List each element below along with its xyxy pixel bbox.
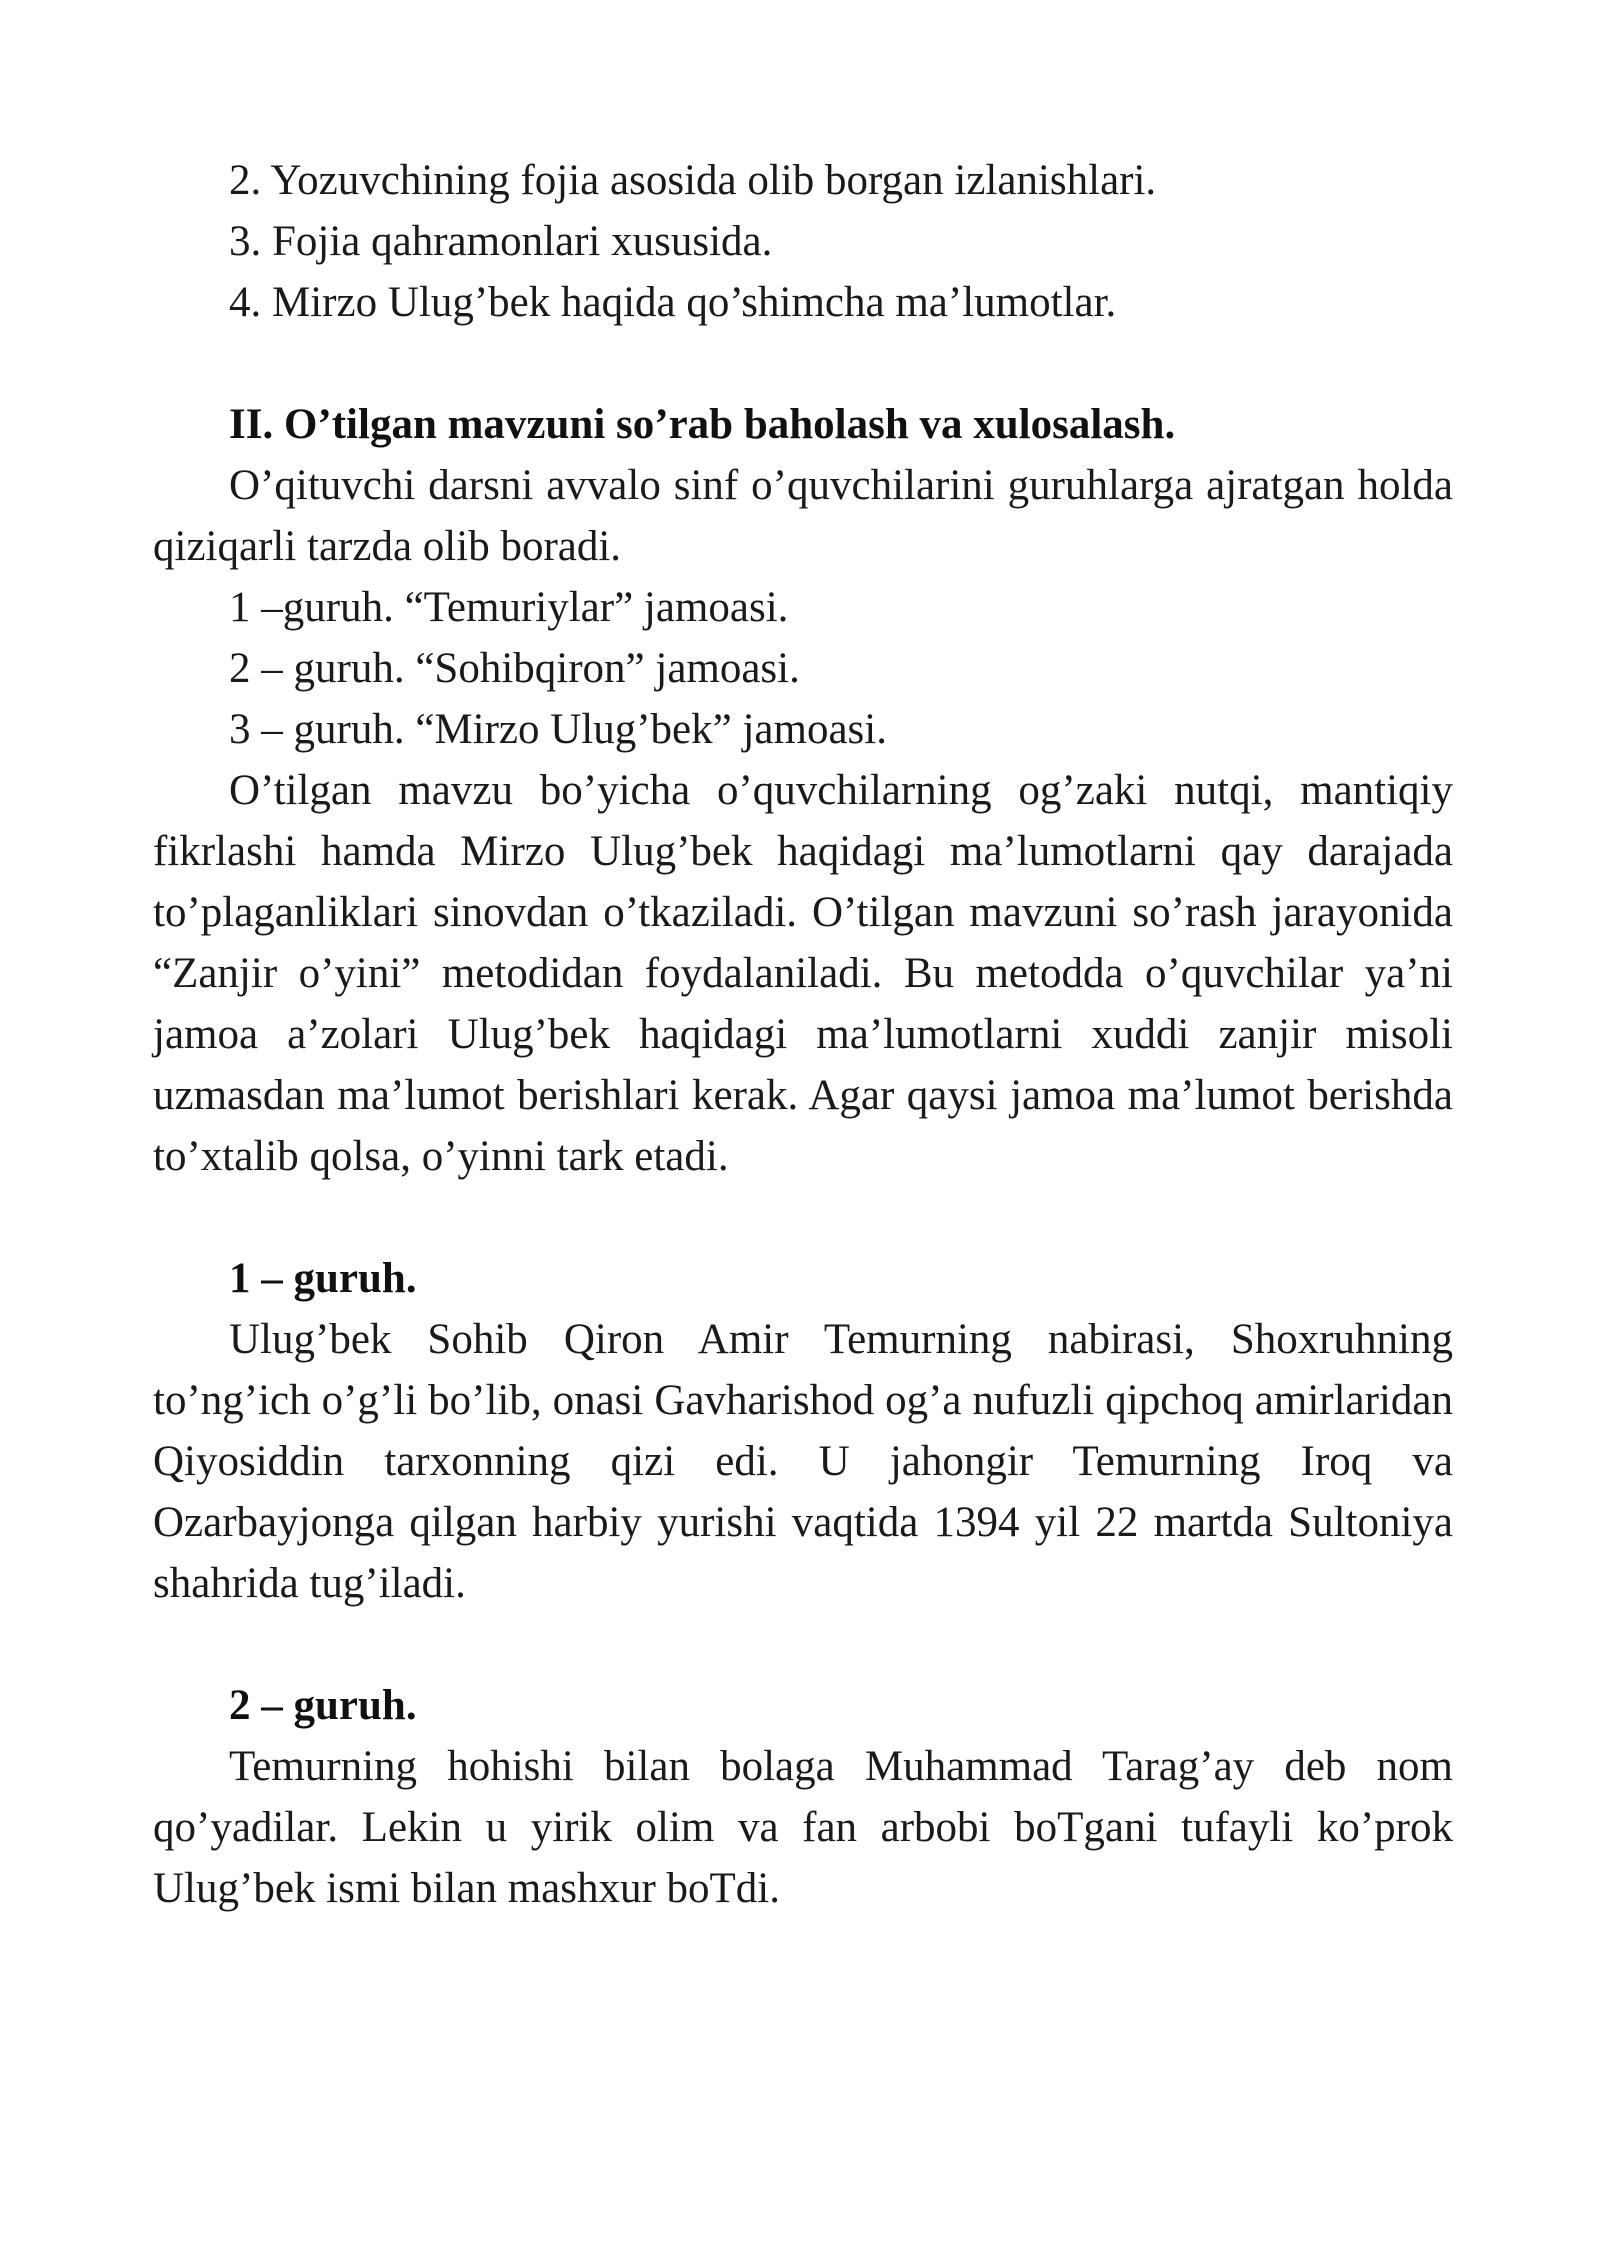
intro-paragraph: O’qituvchi darsni avvalo sinf o’quvchilarini guruhlarga ajratgan holda qiziqarli tarzda olib boradi.	[153, 462, 1453, 570]
section-heading: II. O’tilgan mavzuni so’rab baholash va xulosalash.	[229, 401, 1176, 448]
group-list-item: 3 – guruh. “Mirzo Ulug’bek” jamoasi.	[229, 706, 887, 753]
paragraph-gap	[153, 333, 1453, 394]
group-one-text: Ulug’bek Sohib Qiron Amir Temurning nabirasi, Shoxruhning to’ng’ich o’g’li bo’lib, onasi Gavharishod og’a nufuzli qipchoq amirlaridan Qiyosiddin tarxonning qizi edi. U jahongir Temurning Iroq va Ozarbayjonga qilgan harbiy yurishi vaqtida 1394 yil 22 martda Sultoniya shahrida tug’iladi.	[153, 1316, 1453, 1607]
list-item: 4. Mirzo Ulug’bek haqida qo’shimcha ma’lumotlar.	[229, 279, 1117, 326]
group-two-text: Temurning hohishi bilan bolaga Muhammad Tarag’ay deb nom qo’yadilar. Lekin u yirik olim va fan arbobi boTgani tufayli ko’prok Ulug’bek ismi bilan mashxur boTdi.	[153, 1743, 1453, 1912]
group-list-item: 2 – guruh. “Sohibqiron” jamoasi.	[229, 645, 800, 692]
list-item: 2. Yozuvchining fojia asosida olib borgan izlanishlari.	[229, 157, 1157, 204]
document-page	[153, 150, 1453, 1919]
group-two-heading: 2 – guruh.	[229, 1682, 417, 1729]
group-list-item: 1 –guruh. “Temuriylar” jamoasi.	[229, 584, 789, 631]
method-paragraph: O’tilgan mavzu bo’yicha o’quvchilarning og’zaki nutqi, mantiqiy fikrlashi hamda Mirzo Ulug’bek haqidagi ma’lumotlarni qay darajada to’plaganliklari sinovdan o’tkaziladi. O’tilgan mavzuni so’rash jarayonida “Zanjir o’yini” metodidan foydalaniladi. Bu metodda o’quvchilar ya’ni jamoa a’zolari Ulug’bek haqidagi ma’lumotlarni xuddi zanjir misoli uzmasdan ma’lumot berishlari kerak. Agar qaysi jamoa ma’lumot berishda to’xtalib qolsa, o’yinni tark etadi.	[153, 767, 1453, 1180]
group-one-heading: 1 – guruh.	[229, 1255, 417, 1302]
paragraph-gap	[153, 1187, 1453, 1248]
list-item: 3. Fojia qahramonlari xususida.	[229, 218, 773, 265]
paragraph-gap	[153, 1614, 1453, 1675]
